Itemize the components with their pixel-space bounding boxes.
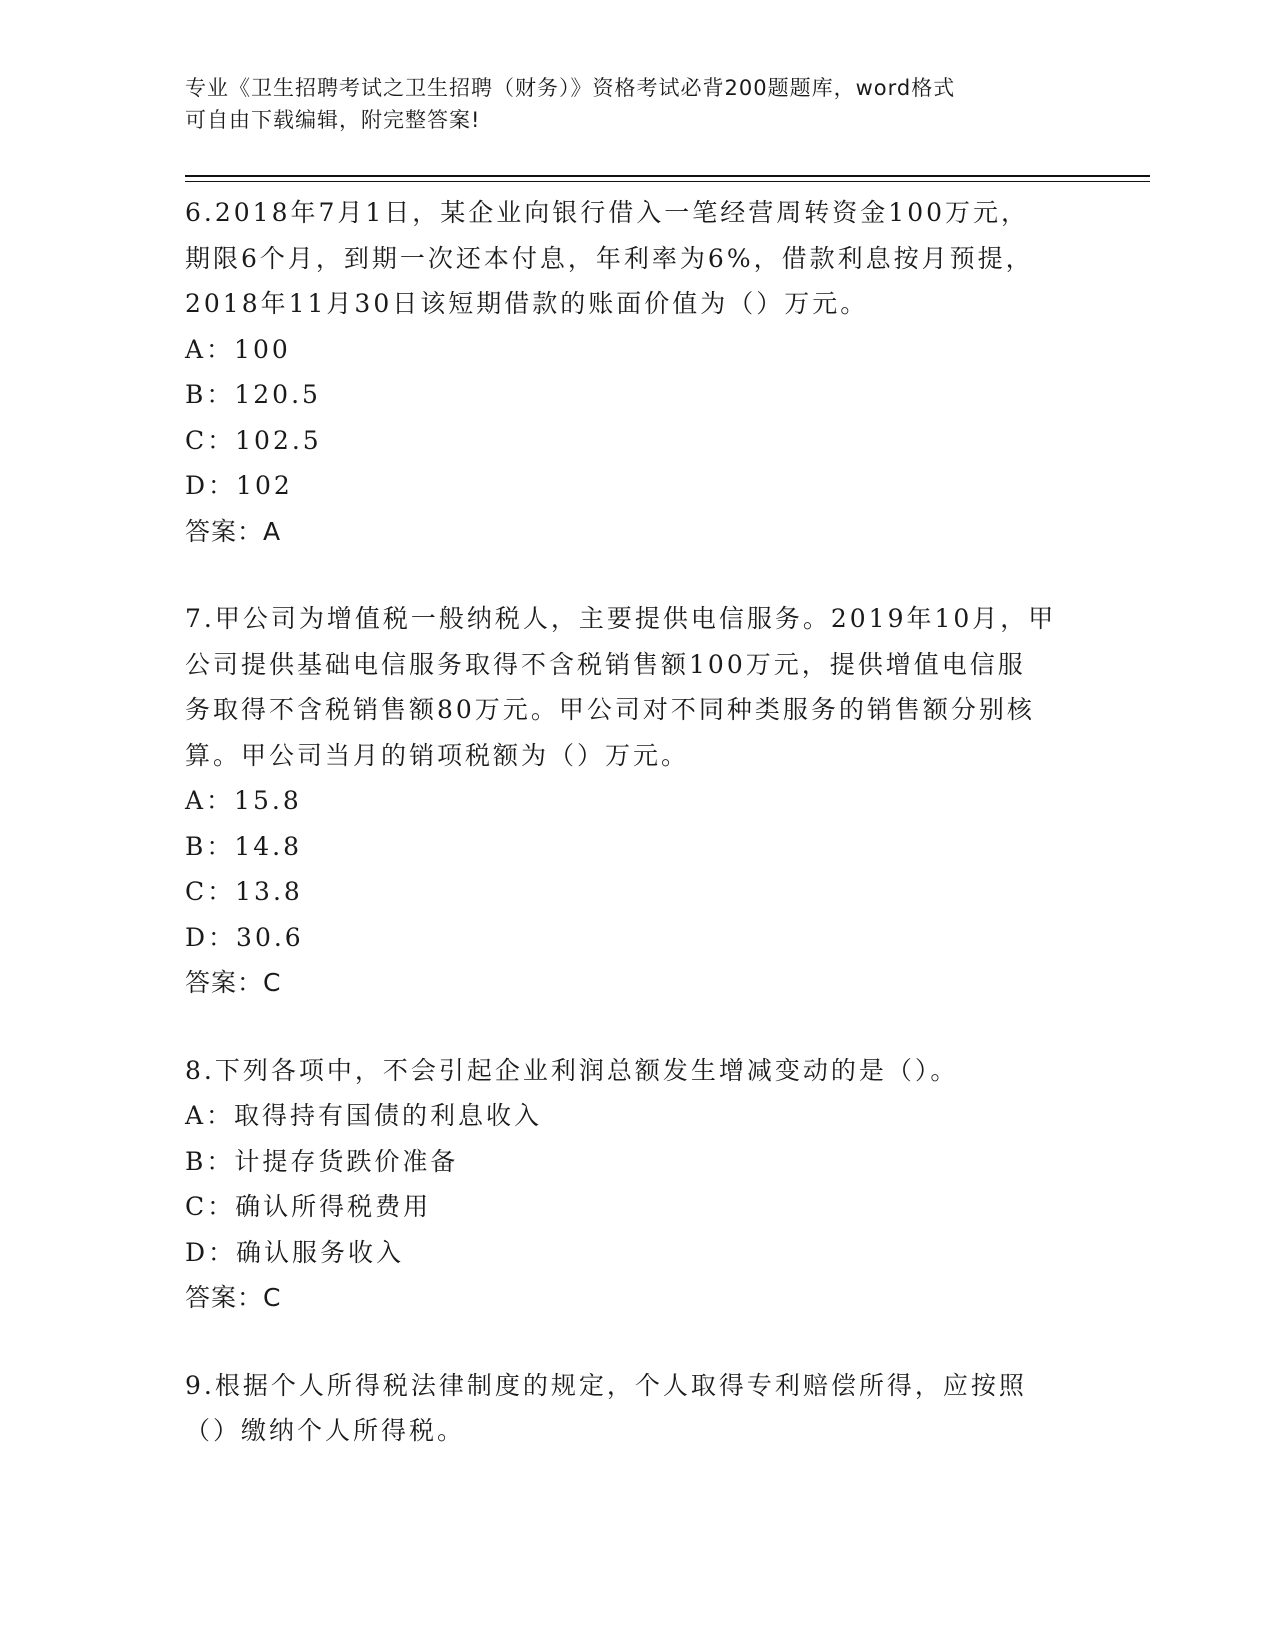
option-a: A：15.8 — [185, 786, 302, 815]
question-text: 算。甲公司当月的销项税额为（）万元。 — [185, 740, 690, 770]
question-text: 9.根据个人所得税法律制度的规定，个人取得专利赔偿所得，应按照 — [185, 1370, 1027, 1400]
option-d: D：102 — [185, 471, 293, 500]
option-a: A：100 — [185, 334, 291, 364]
option-b: B：14.8 — [185, 831, 303, 861]
question-9 — [185, 1363, 1085, 1454]
option-b: B：计提存货跌价准备 — [185, 1146, 459, 1176]
question-text: （）缴纳个人所得税。 — [185, 1416, 466, 1445]
header-divider-thick — [185, 175, 1150, 177]
question-6 — [185, 190, 1085, 554]
question-list — [185, 190, 1085, 1496]
option-c: C：102.5 — [185, 425, 322, 455]
question-text: 公司提供基础电信服务取得不含税销售额100万元，提供增值电信服 — [185, 649, 1026, 679]
answer: 答案：C — [185, 1283, 282, 1312]
header-line: 专业《卫生招聘考试之卫生招聘（财务）》资格考试必背200题题库，word格式 — [185, 76, 956, 100]
option-c: C：13.8 — [185, 877, 303, 906]
answer: 答案：A — [185, 516, 282, 546]
question-8 — [185, 1048, 1085, 1321]
question-text: 2018年11月30日该短期借款的账面价值为（）万元。 — [185, 289, 869, 318]
document-header — [185, 72, 1065, 136]
option-d: D：30.6 — [185, 922, 304, 952]
option-d: D：确认服务收入 — [185, 1237, 405, 1267]
question-text: 7.甲公司为增值税一般纳税人，主要提供电信服务。2019年10月，甲 — [185, 604, 1057, 633]
question-7 — [185, 596, 1085, 1006]
question-text: 8.下列各项中，不会引起企业利润总额发生增减变动的是（）。 — [185, 1055, 959, 1085]
option-c: C：确认所得税费用 — [185, 1192, 432, 1221]
question-text: 期限6个月，到期一次还本付息，年利率为6%，借款利息按月预提， — [185, 243, 1034, 273]
question-text: 务取得不含税销售额80万元。甲公司对不同种类服务的销售额分别核 — [185, 695, 1035, 724]
header-divider-thin — [185, 181, 1150, 182]
answer: 答案：C — [185, 968, 282, 997]
header-line: 可自由下载编辑，附完整答案! — [185, 108, 481, 132]
option-b: B：120.5 — [185, 380, 321, 409]
option-a: A：取得持有国债的利息收入 — [185, 1101, 543, 1130]
question-text: 6.2018年7月1日，某企业向银行借入一笔经营周转资金100万元， — [185, 198, 1030, 227]
